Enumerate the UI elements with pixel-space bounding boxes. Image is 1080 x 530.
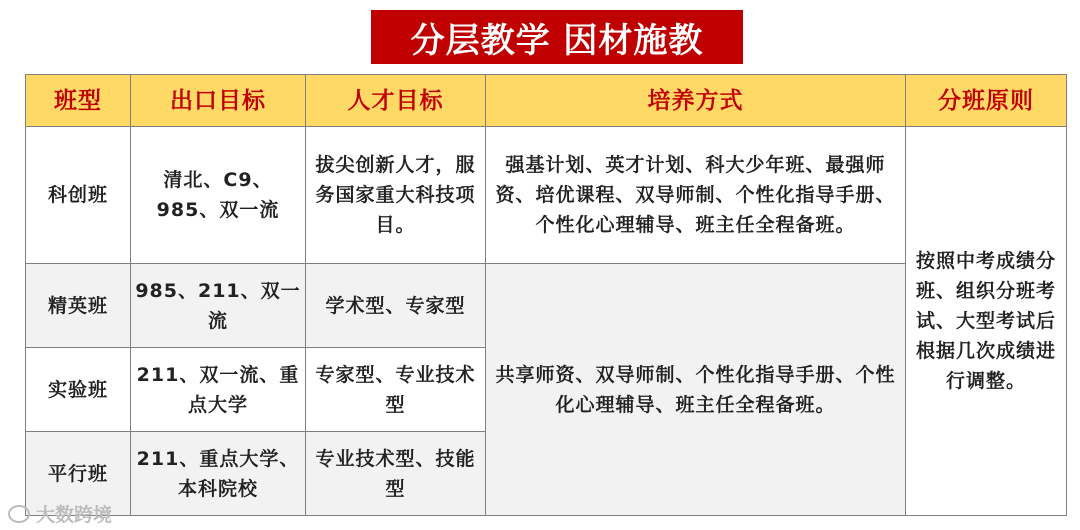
training-method-cell: 强基计划、英才计划、科大少年班、最强师资、培优课程、双导师制、个性化指导手册、个性化心理辅导、班主任全程备班。 xyxy=(486,127,906,264)
exit-goal-cell: 211、双一流、重点大学 xyxy=(131,348,306,432)
header-exit-goal: 出口目标 xyxy=(131,75,306,127)
header-training-method: 培养方式 xyxy=(486,75,906,127)
header-class-principle: 分班原则 xyxy=(906,75,1067,127)
header-talent-goal: 人才目标 xyxy=(306,75,486,127)
watermark xyxy=(8,500,112,527)
class-principle-cell: 按照中考成绩分班、组织分班考试、大型考试后根据几次成绩进行调整。 xyxy=(906,127,1067,516)
header-row xyxy=(26,75,1067,127)
exit-goal-cell: 985、211、双一流 xyxy=(131,264,306,348)
exit-goal-cell: 211、重点大学、本科院校 xyxy=(131,432,306,516)
exit-goal-cell: 清北、C9、985、双一流 xyxy=(131,127,306,264)
class-name: 平行班 xyxy=(26,432,131,516)
talent-goal-cell: 专业技术型、技能型 xyxy=(306,432,486,516)
talent-goal-cell: 拔尖创新人才，服务国家重大科技项目。 xyxy=(306,127,486,264)
class-table xyxy=(25,74,1067,516)
page-title: 分层教学 因材施教 xyxy=(371,10,743,64)
talent-goal-cell: 专家型、专业技术型 xyxy=(306,348,486,432)
watermark-text: 大数跨境 xyxy=(36,504,113,526)
header-class-type: 班型 xyxy=(26,75,131,127)
table-row xyxy=(26,127,1067,264)
class-name: 科创班 xyxy=(26,127,131,264)
class-name: 实验班 xyxy=(26,348,131,432)
class-name: 精英班 xyxy=(26,264,131,348)
training-method-shared-cell: 共享师资、双导师制、个性化指导手册、个性化心理辅导、班主任全程备班。 xyxy=(486,264,906,516)
talent-goal-cell: 学术型、专家型 xyxy=(306,264,486,348)
watermark-logo-icon xyxy=(8,505,30,523)
